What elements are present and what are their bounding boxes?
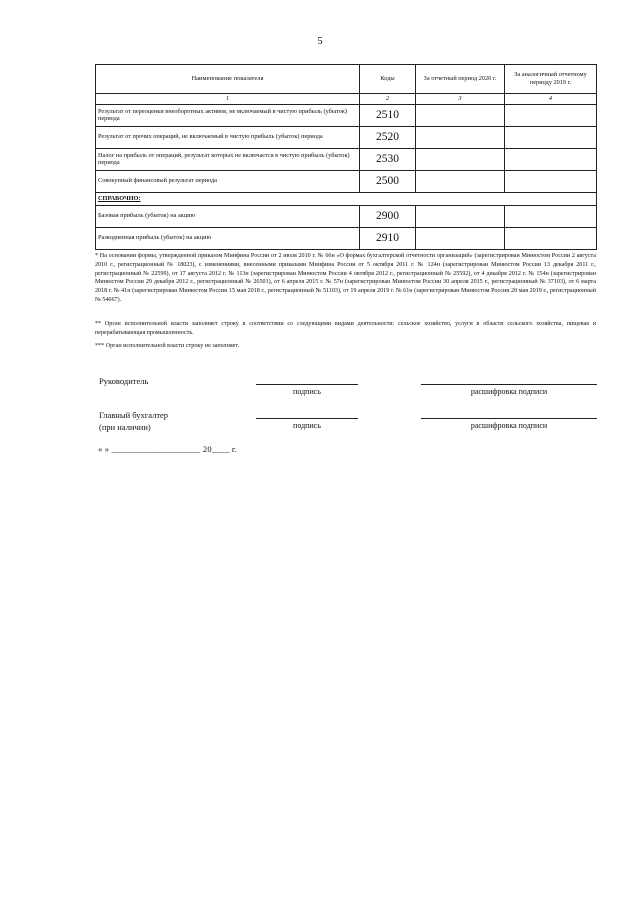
- header-previous-period: За аналогичный отчетному периоду 2019 г.: [505, 65, 597, 94]
- row-name: Совокупный финансовый результат периода: [96, 170, 360, 192]
- row-current-value: [416, 170, 505, 192]
- row-name: Налог на прибыль от операций, результат которых не включается в чистую прибыль (убыток) периода: [96, 148, 360, 170]
- chief-accountant-signature-line: [256, 418, 358, 419]
- row-code: 2900: [360, 205, 416, 227]
- date-line: « » ____________________ 20____ г.: [98, 444, 237, 454]
- header-code: Коды: [360, 65, 416, 94]
- head-label: Руководитель: [99, 376, 149, 386]
- footnote-executive-body: ** Орган исполнительной власти заполняет строку в соответствии со следующими видами деятельности: сельское хозяйство, услуги в области сельского хозяйства, пищевая и перерабатывающая промышленность.: [95, 321, 596, 336]
- row-code: 2500: [360, 170, 416, 192]
- column-number-row: [96, 94, 597, 105]
- row-current-value: [416, 104, 505, 126]
- column-number: 4: [505, 94, 597, 105]
- row-name: Базовая прибыль (убыток) на акцию: [96, 205, 360, 227]
- chief-accountant-signature-caption: подпись: [293, 421, 321, 430]
- footnote-form-basis: * На основании формы, утвержденной приказом Минфина России от 2 июля 2010 г. № 66н «О формах бухгалтерской отчетности организаций» (зарегистрирован Минюстом России 2 августа 2010 г., регистрационный № 18023), с изменениями, внесенными приказами Минфина России от 5 октября 2011 г. № 124н (зарегистрирован Минюстом России 13 декабря 2011 г., регистрационный № 22599), от 17 августа 2012 г. № 113н (зарегистрирован Минюстом России 4 октября 2012 г., регистрационный № 25592), от 4 декабря 2012 г. № 154н (зарегистрирован Минюстом России 29 декабря 2012 г., регистрационный № 26501), от 6 апреля 2015 г. № 57н (зарегистрирован Минюстом России 30 апреля 2015 г., регистрационный № 37103), от 6 марта 2018 г. № 41н (зарегистрирован Минюстом России 15 мая 2018 г., регистрационный № 51103), от 19 апреля 2019 г. № 61н (зарегистрирован Минюстом России 20 мая 2019 г., регистрационный № 54667).: [95, 253, 596, 304]
- row-current-value: [416, 148, 505, 170]
- header-name: Наименование показателя: [96, 65, 360, 94]
- chief-accountant-label: Главный бухгалтер: [99, 410, 169, 420]
- row-previous-value: [505, 104, 597, 126]
- financial-results-table: [95, 64, 597, 250]
- row-code: 2520: [360, 126, 416, 148]
- head-decoding-line: [421, 384, 597, 385]
- table-row: [96, 148, 597, 170]
- head-signature-line: [256, 384, 358, 385]
- table-row: [96, 227, 597, 249]
- reference-title: СПРАВОЧНО:: [96, 192, 597, 205]
- head-decoding-caption: расшифровка подписи: [470, 387, 548, 396]
- table-row: [96, 205, 597, 227]
- row-code: 2510: [360, 104, 416, 126]
- row-name: Результат от прочих операций, не включаемый в чистую прибыль (убыток) периода: [96, 126, 360, 148]
- chief-accountant-decoding-caption: расшифровка подписи: [470, 421, 548, 430]
- row-code: 2530: [360, 148, 416, 170]
- column-number: 3: [416, 94, 505, 105]
- row-current-value: [416, 126, 505, 148]
- table-row: [96, 126, 597, 148]
- column-number: 1: [96, 94, 360, 105]
- row-current-value: [416, 205, 505, 227]
- column-number: 2: [360, 94, 416, 105]
- row-name: Результат от переоценки внеоборотных активов, не включаемый в чистую прибыль (убыток) периода: [96, 104, 360, 126]
- page-number: 5: [317, 36, 323, 47]
- row-previous-value: [505, 205, 597, 227]
- table-row: [96, 104, 597, 126]
- footnote-not-filled: *** Орган исполнительной власти строку не заполняет.: [95, 343, 240, 349]
- row-previous-value: [505, 227, 597, 249]
- row-previous-value: [505, 126, 597, 148]
- chief-accountant-sub-label: (при наличии): [99, 422, 151, 432]
- table-row: [96, 170, 597, 192]
- row-current-value: [416, 227, 505, 249]
- chief-accountant-decoding-line: [421, 418, 597, 419]
- row-previous-value: [505, 170, 597, 192]
- row-code: 2910: [360, 227, 416, 249]
- table-header-row: [96, 65, 597, 94]
- header-current-period: За отчетный период 2020 г.: [416, 65, 505, 94]
- row-previous-value: [505, 148, 597, 170]
- row-name: Разводненная прибыль (убыток) на акцию: [96, 227, 360, 249]
- reference-section-row: [96, 192, 597, 205]
- head-signature-caption: подпись: [293, 387, 321, 396]
